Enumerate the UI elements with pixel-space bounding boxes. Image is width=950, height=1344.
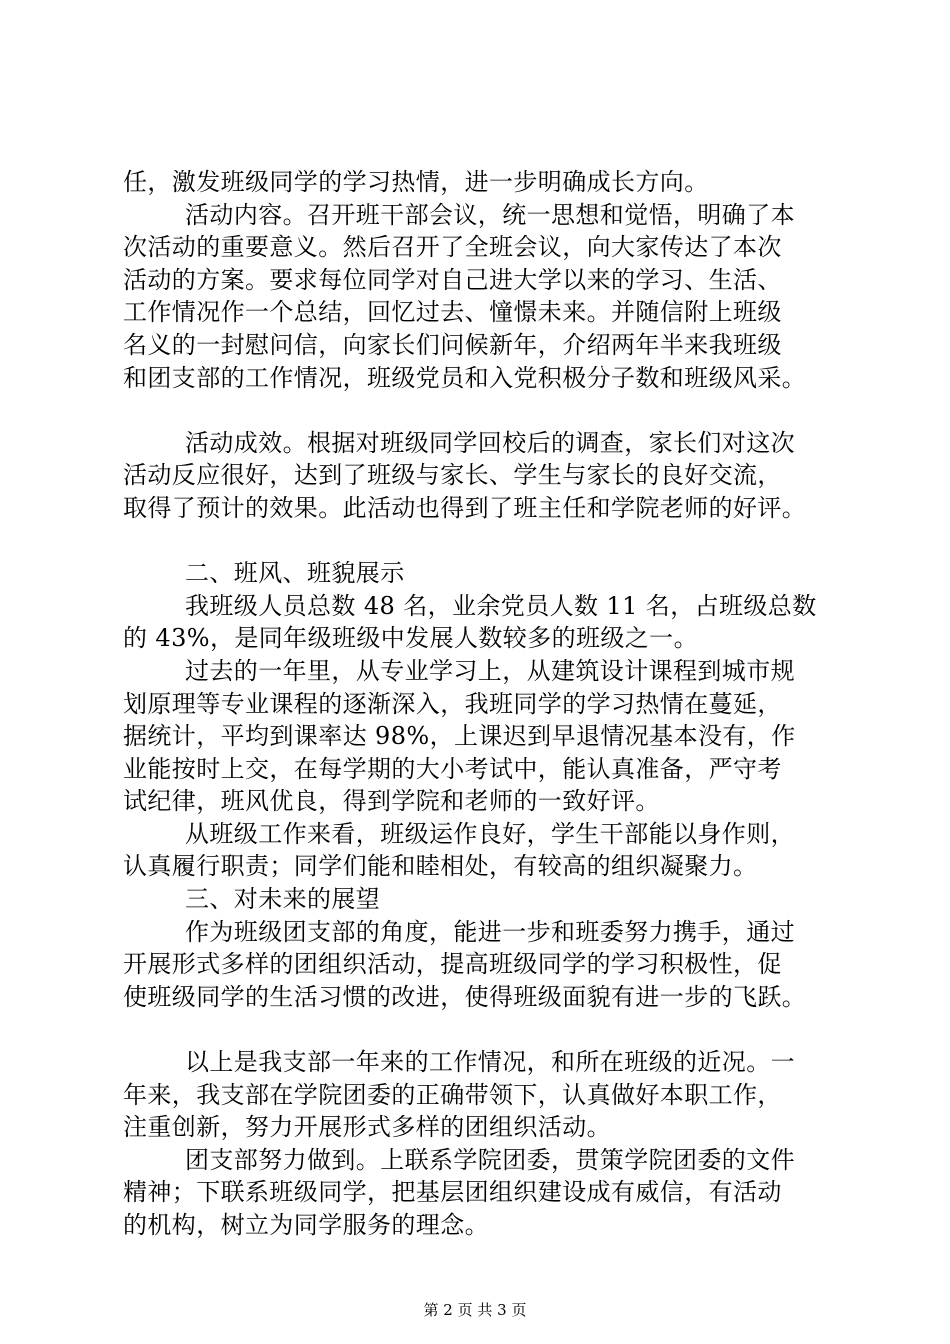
page-number-footer: 第 2 页 共 3 页 (423, 1301, 527, 1319)
text-line: 注重创新，努力开展形式多样的团组织活动。 (123, 1113, 611, 1142)
document-body (123, 166, 843, 1242)
text-line: 精神；下联系班级同学，把基层团组织建设成有威信，有活动 (123, 1178, 782, 1207)
paragraph-gap (123, 525, 843, 558)
text-line: 次活动的重要意义。然后召开了全班会议，向大家传达了本次 (123, 233, 782, 262)
text-line: 以上是我支部一年来的工作情况，和所在班级的近况。一 (185, 1048, 795, 1077)
text-line: 试纪律，班风优良，得到学院和老师的一致好评。 (123, 787, 660, 816)
text-line: 从班级工作来看，班级运作良好，学生干部能以身作则， (185, 819, 795, 848)
text-line: 任，激发班级同学的学习热情，进一步明确成长方向。 (123, 168, 709, 196)
text-line: 活动内容。召开班干部会议，统一思想和觉悟，明确了本 (185, 200, 795, 229)
section-heading: 二、班风、班貌展示 (185, 559, 405, 588)
text-line: 认真履行职责；同学们能和睦相处，有较高的组织凝聚力。 (123, 852, 758, 881)
text-line: 使班级同学的生活习惯的改进，使得班级面貌有进一步的飞跃。 (123, 982, 807, 1011)
section-heading: 三、对未来的展望 (185, 885, 381, 914)
paragraph-gap (123, 1013, 843, 1046)
text-line: 工作情况作一个总结，回忆过去、憧憬未来。并随信附上班级 (123, 298, 782, 327)
text-line: 团支部努力做到。上联系学院团委，贯策学院团委的文件 (185, 1145, 795, 1174)
text-line: 我班级人员总数 48 名，业余党员人数 11 名，占班级总数 (185, 591, 817, 620)
text-line: 过去的一年里，从专业学习上，从建筑设计课程到城市规 (185, 656, 795, 685)
text-line: 活动的方案。要求每位同学对自己进大学以来的学习、生活、 (123, 265, 782, 294)
text-line: 据统计，平均到课率达 98%，上课迟到早退情况基本没有，作 (123, 722, 796, 751)
text-line: 取得了预计的效果。此活动也得到了班主任和学院老师的好评。 (123, 493, 807, 522)
text-line: 开展形式多样的团组织活动，提高班级同学的学习积极性，促 (123, 950, 782, 979)
text-line: 作为班级团支部的角度，能进一步和班委努力携手，通过 (185, 917, 795, 946)
text-line: 活动反应很好，达到了班级与家长、学生与家长的良好交流， (123, 461, 782, 490)
text-line: 活动成效。根据对班级同学回校后的调查，家长们对这次 (185, 428, 795, 457)
paragraph-gap (123, 394, 843, 427)
text-line: 和团支部的工作情况，班级党员和入党积极分子数和班级风采。 (123, 363, 807, 392)
text-line: 业能按时上交，在每学期的大小考试中，能认真准备，严守考 (123, 754, 782, 783)
text-line: 的机构，树立为同学服务的理念。 (123, 1211, 489, 1239)
text-line: 划原理等专业课程的逐渐深入，我班同学的学习热情在蔓延， (123, 689, 782, 718)
text-line: 的 43%，是同年级班级中发展人数较多的班级之一。 (123, 624, 698, 653)
text-line: 名义的一封慰问信，向家长们问候新年，介绍两年半来我班级 (123, 330, 782, 359)
text-line: 年来，我支部在学院团委的正确带领下，认真做好本职工作， (123, 1080, 782, 1109)
